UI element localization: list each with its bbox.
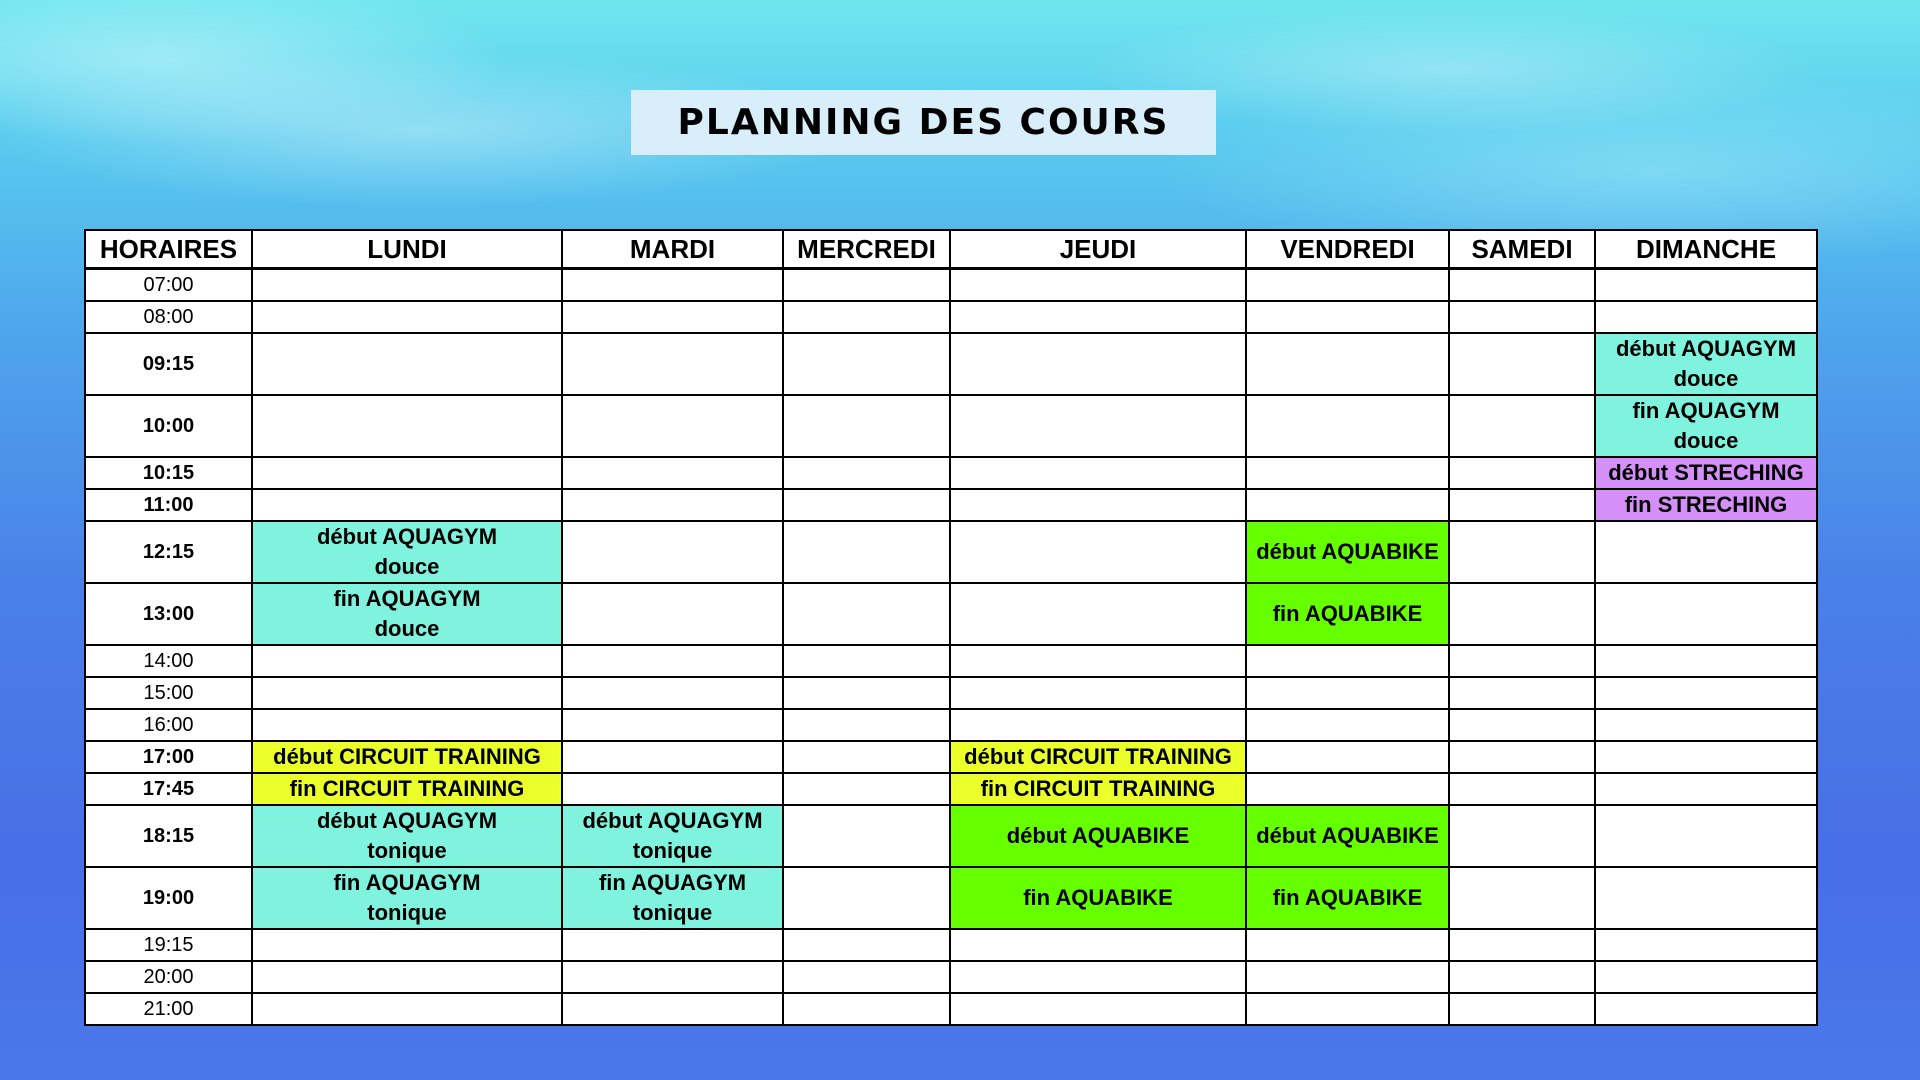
empty-cell-samedi xyxy=(1449,741,1595,773)
class-cell-jeudi xyxy=(950,773,1246,805)
empty-cell-mardi xyxy=(562,521,783,583)
class-cell-jeudi xyxy=(950,741,1246,773)
empty-cell-lundi xyxy=(252,457,562,489)
table-row xyxy=(85,489,1817,521)
empty-cell-mardi xyxy=(562,773,783,805)
empty-cell-lundi xyxy=(252,395,562,457)
table-row xyxy=(85,709,1817,741)
empty-cell-samedi xyxy=(1449,457,1595,489)
class-label: début CIRCUIT TRAINING xyxy=(273,744,541,769)
class-label: fin AQUAGYM xyxy=(1632,398,1780,423)
empty-cell-samedi xyxy=(1449,583,1595,645)
empty-cell-mercredi xyxy=(783,929,950,961)
table-row xyxy=(85,677,1817,709)
class-cell-vendredi xyxy=(1246,867,1449,929)
class-label: tonique xyxy=(367,838,447,863)
time-cell: 13:00 xyxy=(85,583,252,645)
time-cell: 08:00 xyxy=(85,301,252,333)
empty-cell-jeudi xyxy=(950,457,1246,489)
class-cell-lundi xyxy=(252,867,562,929)
table-row xyxy=(85,333,1817,395)
empty-cell-vendredi xyxy=(1246,489,1449,521)
header-mardi: MARDI xyxy=(562,230,783,269)
class-label: tonique xyxy=(632,900,713,925)
empty-cell-samedi xyxy=(1449,489,1595,521)
empty-cell-mardi xyxy=(562,395,783,457)
time-cell: 14:00 xyxy=(85,645,252,677)
empty-cell-vendredi xyxy=(1246,773,1449,805)
header-vendredi: VENDREDI xyxy=(1246,230,1449,269)
empty-cell-dimanche xyxy=(1595,867,1817,929)
class-cell-dimanche xyxy=(1595,457,1817,489)
empty-cell-mercredi xyxy=(783,333,950,395)
class-label: fin CIRCUIT TRAINING xyxy=(289,776,525,801)
empty-cell-lundi xyxy=(252,269,562,302)
empty-cell-dimanche xyxy=(1595,645,1817,677)
class-label: début STRECHING xyxy=(1608,460,1804,485)
class-label: fin AQUABIKE xyxy=(1272,885,1423,910)
empty-cell-lundi xyxy=(252,645,562,677)
empty-cell-samedi xyxy=(1449,521,1595,583)
class-label: début AQUAGYM xyxy=(582,808,763,833)
time-cell: 10:15 xyxy=(85,457,252,489)
empty-cell-mercredi xyxy=(783,741,950,773)
empty-cell-mercredi xyxy=(783,301,950,333)
class-cell-vendredi xyxy=(1246,805,1449,867)
empty-cell-dimanche xyxy=(1595,269,1817,302)
class-cell-lundi xyxy=(252,773,562,805)
class-label: douce xyxy=(374,554,440,579)
class-cell-jeudi xyxy=(950,805,1246,867)
empty-cell-mercredi xyxy=(783,993,950,1025)
empty-cell-mercredi xyxy=(783,457,950,489)
class-label: début AQUABIKE xyxy=(1256,539,1439,564)
empty-cell-vendredi xyxy=(1246,929,1449,961)
time-cell: 19:00 xyxy=(85,867,252,929)
empty-cell-jeudi xyxy=(950,677,1246,709)
empty-cell-jeudi xyxy=(950,583,1246,645)
class-label: début AQUAGYM xyxy=(1615,336,1797,361)
header-samedi: SAMEDI xyxy=(1449,230,1595,269)
class-label: fin AQUAGYM xyxy=(598,870,747,895)
empty-cell-mardi xyxy=(562,645,783,677)
table-row xyxy=(85,645,1817,677)
header-jeudi: JEUDI xyxy=(950,230,1246,269)
empty-cell-mardi xyxy=(562,677,783,709)
empty-cell-samedi xyxy=(1449,805,1595,867)
empty-cell-samedi xyxy=(1449,645,1595,677)
time-cell: 20:00 xyxy=(85,961,252,993)
class-cell-dimanche xyxy=(1595,489,1817,521)
empty-cell-samedi xyxy=(1449,677,1595,709)
empty-cell-dimanche xyxy=(1595,805,1817,867)
empty-cell-samedi xyxy=(1449,993,1595,1025)
class-cell-dimanche xyxy=(1595,333,1817,395)
class-cell-dimanche xyxy=(1595,395,1817,457)
empty-cell-mercredi xyxy=(783,961,950,993)
table-row xyxy=(85,929,1817,961)
empty-cell-vendredi xyxy=(1246,301,1449,333)
class-label: douce xyxy=(374,616,440,641)
table-row xyxy=(85,583,1817,645)
empty-cell-jeudi xyxy=(950,269,1246,302)
empty-cell-mardi xyxy=(562,583,783,645)
empty-cell-jeudi xyxy=(950,961,1246,993)
empty-cell-vendredi xyxy=(1246,741,1449,773)
time-cell: 19:15 xyxy=(85,929,252,961)
time-cell: 17:00 xyxy=(85,741,252,773)
empty-cell-mardi xyxy=(562,709,783,741)
empty-cell-mercredi xyxy=(783,269,950,302)
class-cell-vendredi xyxy=(1246,521,1449,583)
table-row xyxy=(85,395,1817,457)
empty-cell-mardi xyxy=(562,489,783,521)
header-mercredi: MERCREDI xyxy=(783,230,950,269)
empty-cell-samedi xyxy=(1449,301,1595,333)
time-cell: 18:15 xyxy=(85,805,252,867)
empty-cell-lundi xyxy=(252,961,562,993)
empty-cell-samedi xyxy=(1449,333,1595,395)
empty-cell-mercredi xyxy=(783,709,950,741)
empty-cell-jeudi xyxy=(950,929,1246,961)
empty-cell-samedi xyxy=(1449,961,1595,993)
empty-cell-jeudi xyxy=(950,301,1246,333)
time-cell: 10:00 xyxy=(85,395,252,457)
empty-cell-lundi xyxy=(252,709,562,741)
class-label: début CIRCUIT TRAINING xyxy=(964,744,1232,769)
class-cell-mardi xyxy=(562,867,783,929)
table-row xyxy=(85,457,1817,489)
empty-cell-mardi xyxy=(562,929,783,961)
empty-cell-dimanche xyxy=(1595,741,1817,773)
empty-cell-vendredi xyxy=(1246,457,1449,489)
empty-cell-mardi xyxy=(562,269,783,302)
empty-cell-mardi xyxy=(562,333,783,395)
page-title: PLANNING DES COURS xyxy=(631,90,1216,155)
empty-cell-lundi xyxy=(252,677,562,709)
class-label: fin AQUAGYM xyxy=(333,870,481,895)
empty-cell-mardi xyxy=(562,993,783,1025)
empty-cell-samedi xyxy=(1449,773,1595,805)
class-cell-lundi xyxy=(252,805,562,867)
empty-cell-mercredi xyxy=(783,583,950,645)
empty-cell-mercredi xyxy=(783,773,950,805)
class-cell-lundi xyxy=(252,521,562,583)
class-cell-vendredi xyxy=(1246,583,1449,645)
time-cell: 09:15 xyxy=(85,333,252,395)
empty-cell-mercredi xyxy=(783,805,950,867)
empty-cell-mardi xyxy=(562,457,783,489)
empty-cell-vendredi xyxy=(1246,645,1449,677)
class-label: tonique xyxy=(632,838,713,863)
empty-cell-dimanche xyxy=(1595,301,1817,333)
table-row xyxy=(85,867,1817,929)
header-lundi: LUNDI xyxy=(252,230,562,269)
empty-cell-dimanche xyxy=(1595,961,1817,993)
empty-cell-dimanche xyxy=(1595,521,1817,583)
empty-cell-lundi xyxy=(252,489,562,521)
class-cell-jeudi xyxy=(950,867,1246,929)
empty-cell-lundi xyxy=(252,993,562,1025)
table-row xyxy=(85,773,1817,805)
class-label: douce xyxy=(1673,366,1739,391)
empty-cell-jeudi xyxy=(950,645,1246,677)
class-label: début AQUAGYM xyxy=(316,808,498,833)
empty-cell-vendredi xyxy=(1246,333,1449,395)
schedule-table xyxy=(84,229,1818,1026)
time-cell: 17:45 xyxy=(85,773,252,805)
empty-cell-jeudi xyxy=(950,521,1246,583)
empty-cell-mardi xyxy=(562,301,783,333)
empty-cell-dimanche xyxy=(1595,583,1817,645)
time-cell: 07:00 xyxy=(85,269,252,302)
empty-cell-vendredi xyxy=(1246,395,1449,457)
empty-cell-samedi xyxy=(1449,709,1595,741)
empty-cell-mercredi xyxy=(783,645,950,677)
empty-cell-mardi xyxy=(562,741,783,773)
empty-cell-jeudi xyxy=(950,489,1246,521)
class-label: fin AQUABIKE xyxy=(1272,601,1423,626)
table-row xyxy=(85,521,1817,583)
class-label: douce xyxy=(1673,428,1739,453)
class-label: début AQUAGYM xyxy=(316,524,498,549)
class-label: début AQUABIKE xyxy=(1006,823,1190,848)
empty-cell-dimanche xyxy=(1595,677,1817,709)
empty-cell-dimanche xyxy=(1595,929,1817,961)
table-row xyxy=(85,961,1817,993)
empty-cell-samedi xyxy=(1449,395,1595,457)
header-dimanche: DIMANCHE xyxy=(1595,230,1817,269)
class-label: fin CIRCUIT TRAINING xyxy=(980,776,1216,801)
empty-cell-jeudi xyxy=(950,709,1246,741)
class-cell-lundi xyxy=(252,583,562,645)
time-cell: 15:00 xyxy=(85,677,252,709)
empty-cell-mercredi xyxy=(783,489,950,521)
empty-cell-vendredi xyxy=(1246,709,1449,741)
empty-cell-samedi xyxy=(1449,867,1595,929)
time-cell: 21:00 xyxy=(85,993,252,1025)
empty-cell-vendredi xyxy=(1246,677,1449,709)
empty-cell-jeudi xyxy=(950,993,1246,1025)
table-row xyxy=(85,993,1817,1025)
empty-cell-lundi xyxy=(252,301,562,333)
header-row xyxy=(85,230,1817,269)
class-label: fin AQUAGYM xyxy=(333,586,481,611)
time-cell: 12:15 xyxy=(85,521,252,583)
empty-cell-samedi xyxy=(1449,269,1595,302)
empty-cell-samedi xyxy=(1449,929,1595,961)
empty-cell-dimanche xyxy=(1595,993,1817,1025)
empty-cell-vendredi xyxy=(1246,961,1449,993)
empty-cell-mercredi xyxy=(783,677,950,709)
table-row xyxy=(85,301,1817,333)
empty-cell-vendredi xyxy=(1246,269,1449,302)
empty-cell-mardi xyxy=(562,961,783,993)
empty-cell-lundi xyxy=(252,333,562,395)
class-cell-lundi xyxy=(252,741,562,773)
empty-cell-dimanche xyxy=(1595,709,1817,741)
empty-cell-jeudi xyxy=(950,333,1246,395)
class-label: fin STRECHING xyxy=(1624,492,1788,517)
empty-cell-lundi xyxy=(252,929,562,961)
schedule-body xyxy=(85,269,1817,1026)
table-row xyxy=(85,269,1817,302)
empty-cell-mercredi xyxy=(783,867,950,929)
class-label: début AQUABIKE xyxy=(1256,823,1439,848)
table-row xyxy=(85,805,1817,867)
class-label: fin AQUABIKE xyxy=(1023,885,1173,910)
empty-cell-mercredi xyxy=(783,395,950,457)
time-cell: 11:00 xyxy=(85,489,252,521)
header-horaires: HORAIRES xyxy=(85,230,252,269)
empty-cell-jeudi xyxy=(950,395,1246,457)
empty-cell-vendredi xyxy=(1246,993,1449,1025)
empty-cell-dimanche xyxy=(1595,773,1817,805)
empty-cell-mercredi xyxy=(783,521,950,583)
time-cell: 16:00 xyxy=(85,709,252,741)
table-row xyxy=(85,741,1817,773)
class-cell-mardi xyxy=(562,805,783,867)
class-label: tonique xyxy=(367,900,447,925)
